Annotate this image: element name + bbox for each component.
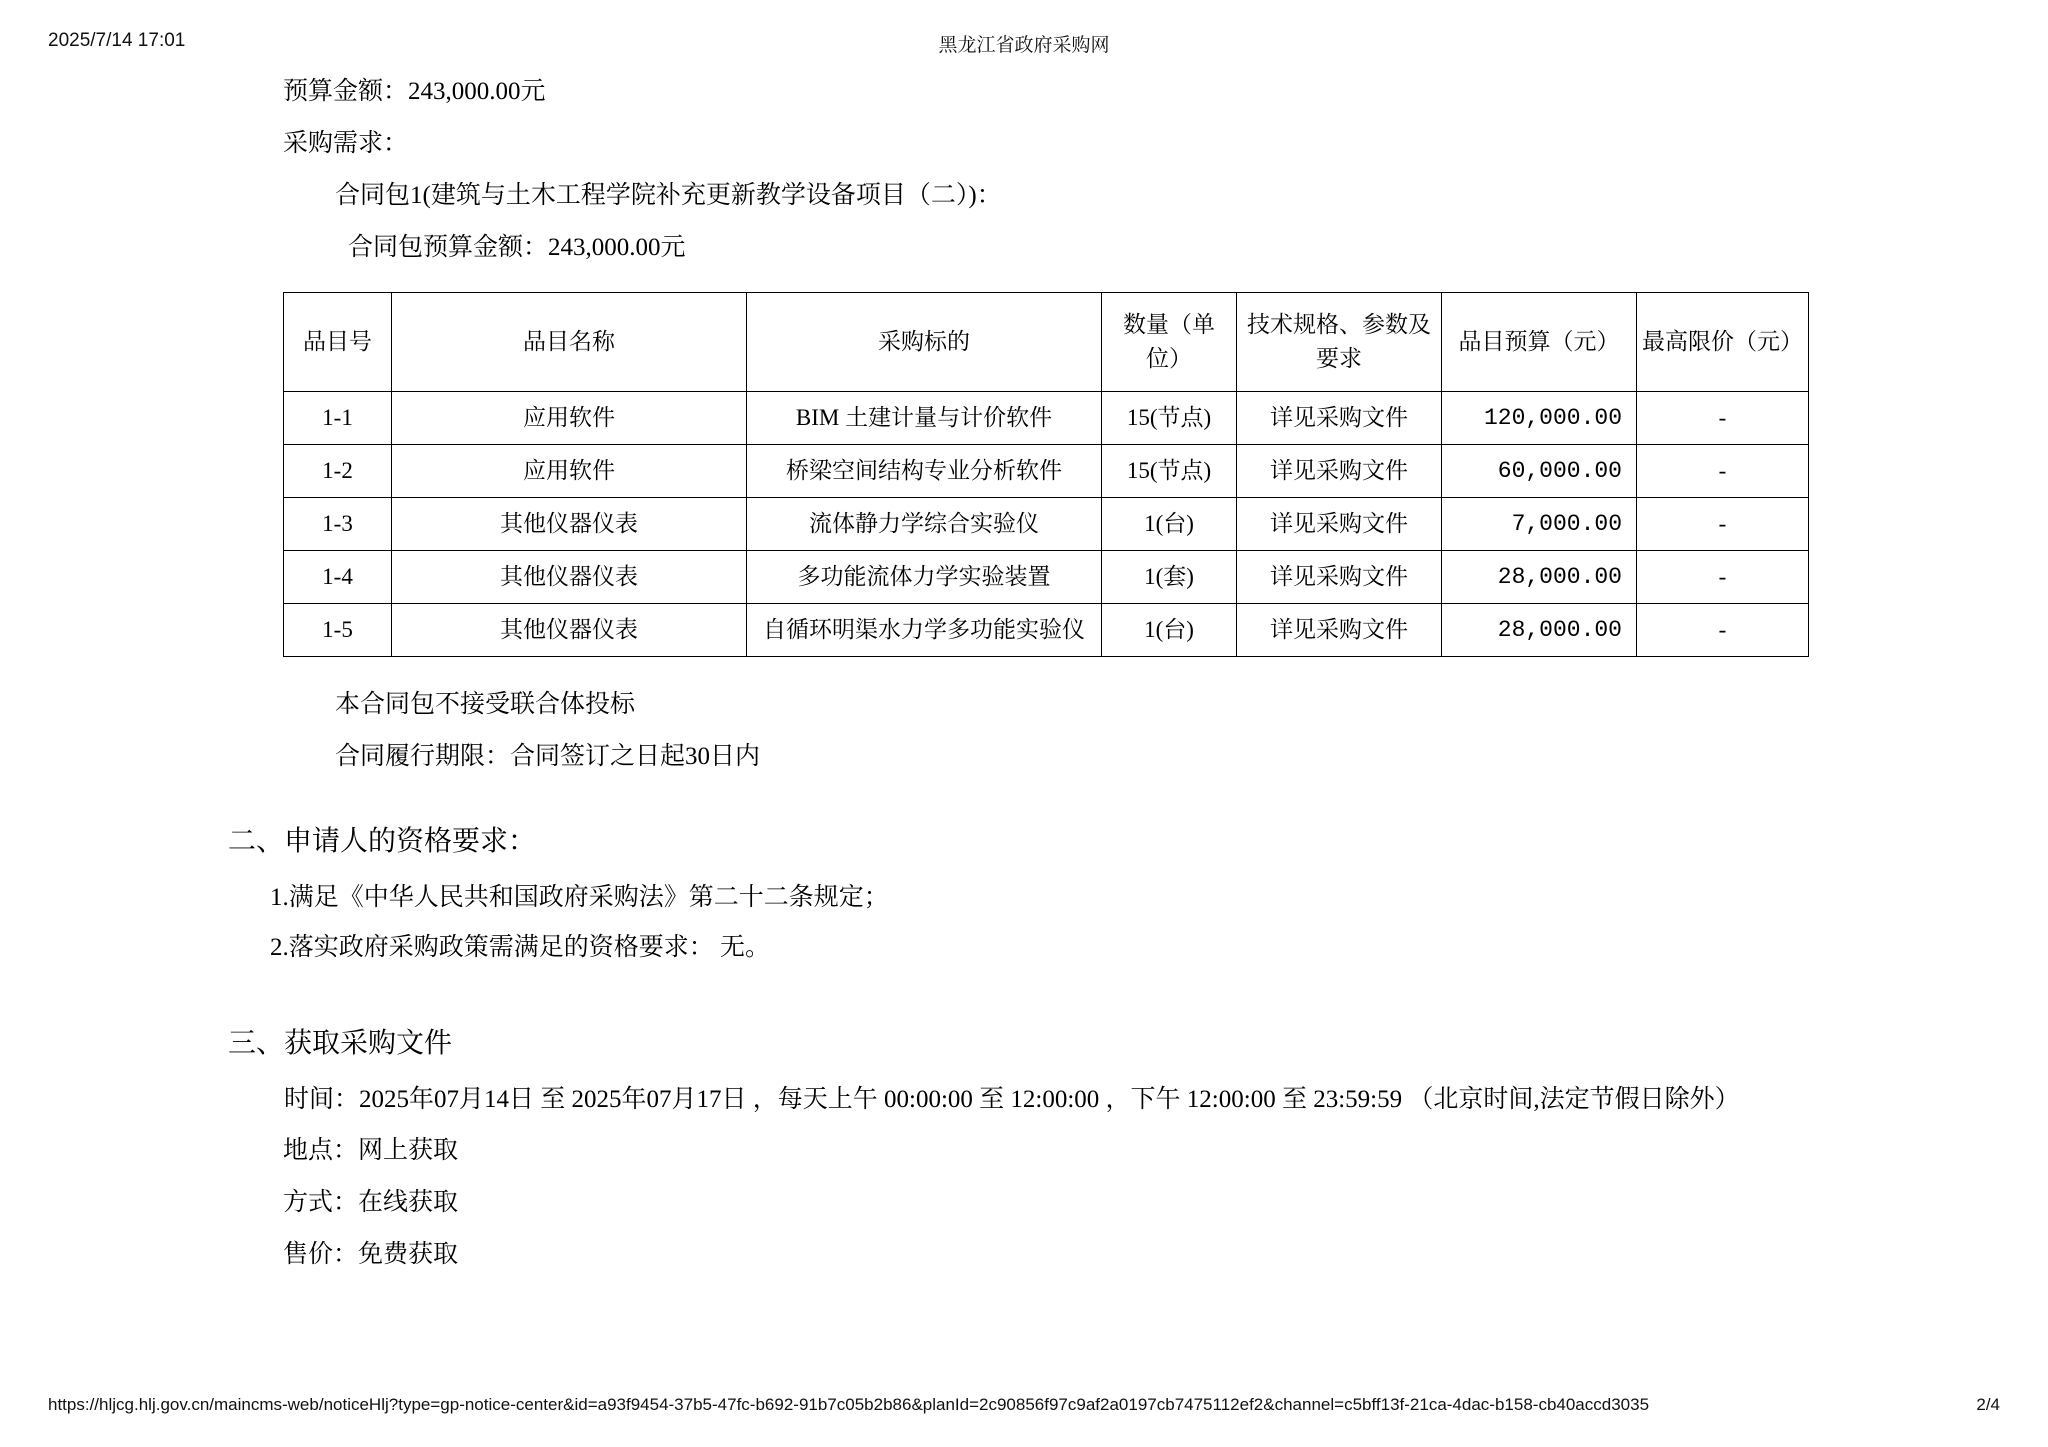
cell-item-target: 多功能流体力学实验装置	[747, 551, 1102, 604]
table-row	[284, 392, 1809, 445]
section-3-time	[228, 1075, 1828, 1125]
cell-item-cap: -	[1637, 604, 1809, 657]
section-2-item-1: 1.满足《中华人民共和国政府采购法》第二十二条规定；	[270, 884, 889, 911]
cell-item-no: 1-5	[284, 604, 392, 657]
site-title: 黑龙江省政府采购网	[938, 35, 1110, 56]
cell-item-cap: -	[1637, 551, 1809, 604]
budget-amount-line: 预算金额：243,000.00元	[283, 78, 546, 105]
cell-item-budget: 7,000.00	[1442, 498, 1637, 551]
cell-item-spec: 详见采购文件	[1237, 498, 1442, 551]
cell-item-budget: 60,000.00	[1442, 445, 1637, 498]
cell-item-no: 1-2	[284, 445, 392, 498]
cell-item-qty: 1(套)	[1102, 551, 1237, 604]
cell-item-qty: 15(节点)	[1102, 392, 1237, 445]
cell-item-cap: -	[1637, 498, 1809, 551]
cell-item-no: 1-1	[284, 392, 392, 445]
table-row	[284, 551, 1809, 604]
section-2-item-2: 2.落实政府采购政策需满足的资格要求： 无。	[270, 934, 771, 961]
cell-item-budget: 120,000.00	[1442, 392, 1637, 445]
cell-item-spec: 详见采购文件	[1237, 445, 1442, 498]
th-item-cap: 最高限价（元）	[1637, 293, 1809, 392]
cell-item-target: 自循环明渠水力学多功能实验仪	[747, 604, 1102, 657]
section-3-method: 方式：在线获取	[283, 1189, 459, 1216]
cell-item-cap: -	[1637, 445, 1809, 498]
th-item-budget: 品目预算（元）	[1442, 293, 1637, 392]
table-row	[284, 604, 1809, 657]
page-footer	[0, 1395, 2048, 1425]
package-budget: 合同包预算金额：243,000.00元	[348, 234, 686, 261]
time-label: 时间：	[284, 1086, 360, 1113]
cell-item-spec: 详见采购文件	[1237, 392, 1442, 445]
performance-period: 合同履行期限：合同签订之日起30日内	[335, 743, 761, 770]
cell-item-budget: 28,000.00	[1442, 551, 1637, 604]
cell-item-name: 应用软件	[392, 445, 747, 498]
cell-item-name: 应用软件	[392, 392, 747, 445]
table-row	[284, 498, 1809, 551]
cell-item-name: 其他仪器仪表	[392, 498, 747, 551]
cell-item-qty: 15(节点)	[1102, 445, 1237, 498]
cell-item-spec: 详见采购文件	[1237, 604, 1442, 657]
cell-item-spec: 详见采购文件	[1237, 551, 1442, 604]
package-title: 合同包1(建筑与土木工程学院补充更新教学设备项目（二）)：	[335, 182, 1002, 209]
print-date: 2025/7/14 17:01	[48, 30, 186, 51]
section-3-title: 三、获取采购文件	[228, 1028, 453, 1059]
cell-item-name: 其他仪器仪表	[392, 551, 747, 604]
cell-item-no: 1-4	[284, 551, 392, 604]
th-item-spec: 技术规格、参数及要求	[1237, 293, 1442, 392]
cell-item-no: 1-3	[284, 498, 392, 551]
cell-item-budget: 28,000.00	[1442, 604, 1637, 657]
th-item-target: 采购标的	[747, 293, 1102, 392]
cell-item-target: 桥梁空间结构专业分析软件	[747, 445, 1102, 498]
cell-item-cap: -	[1637, 392, 1809, 445]
th-item-qty: 数量（单位）	[1102, 293, 1237, 392]
document-content	[0, 66, 2048, 1281]
section-3-price: 售价：免费获取	[283, 1241, 459, 1268]
section-2-title: 二、申请人的资格要求：	[228, 826, 537, 857]
time-value: 2025年07月14日 至 2025年07月17日 ，每天上午 00:00:00 至 12:00:00 ，下午 12:00:00 至 23:59:59 （北京时间,法定节假日除外）	[359, 1086, 1740, 1113]
cell-item-qty: 1(台)	[1102, 604, 1237, 657]
table-header-row	[284, 293, 1809, 392]
procurement-requirement-label: 采购需求：	[283, 130, 409, 157]
cell-item-target: 流体静力学综合实验仪	[747, 498, 1102, 551]
page-number: 2/4	[1976, 1395, 2000, 1414]
table-row	[284, 445, 1809, 498]
items-table	[283, 292, 1809, 657]
items-table-wrapper	[283, 292, 1808, 657]
cell-item-name: 其他仪器仪表	[392, 604, 747, 657]
source-url: https://hljcg.hlj.gov.cn/maincms-web/noticeHlj?type=gp-notice-center&id=a93f9454-37b5-47fc-b692-91b7c05b2b86&planId=2c90856f97c9af2a0197cb7475112ef2&channel=c5bff13f-21ca-4dac-b158-cb40accd3035	[48, 1395, 1650, 1414]
page-header	[0, 30, 2048, 58]
section-3-place: 地点：网上获取	[283, 1137, 459, 1164]
th-item-name: 品目名称	[392, 293, 747, 392]
th-item-no: 品目号	[284, 293, 392, 392]
cell-item-qty: 1(台)	[1102, 498, 1237, 551]
cell-item-target: BIM 土建计量与计价软件	[747, 392, 1102, 445]
no-consortium-note: 本合同包不接受联合体投标	[335, 691, 636, 718]
